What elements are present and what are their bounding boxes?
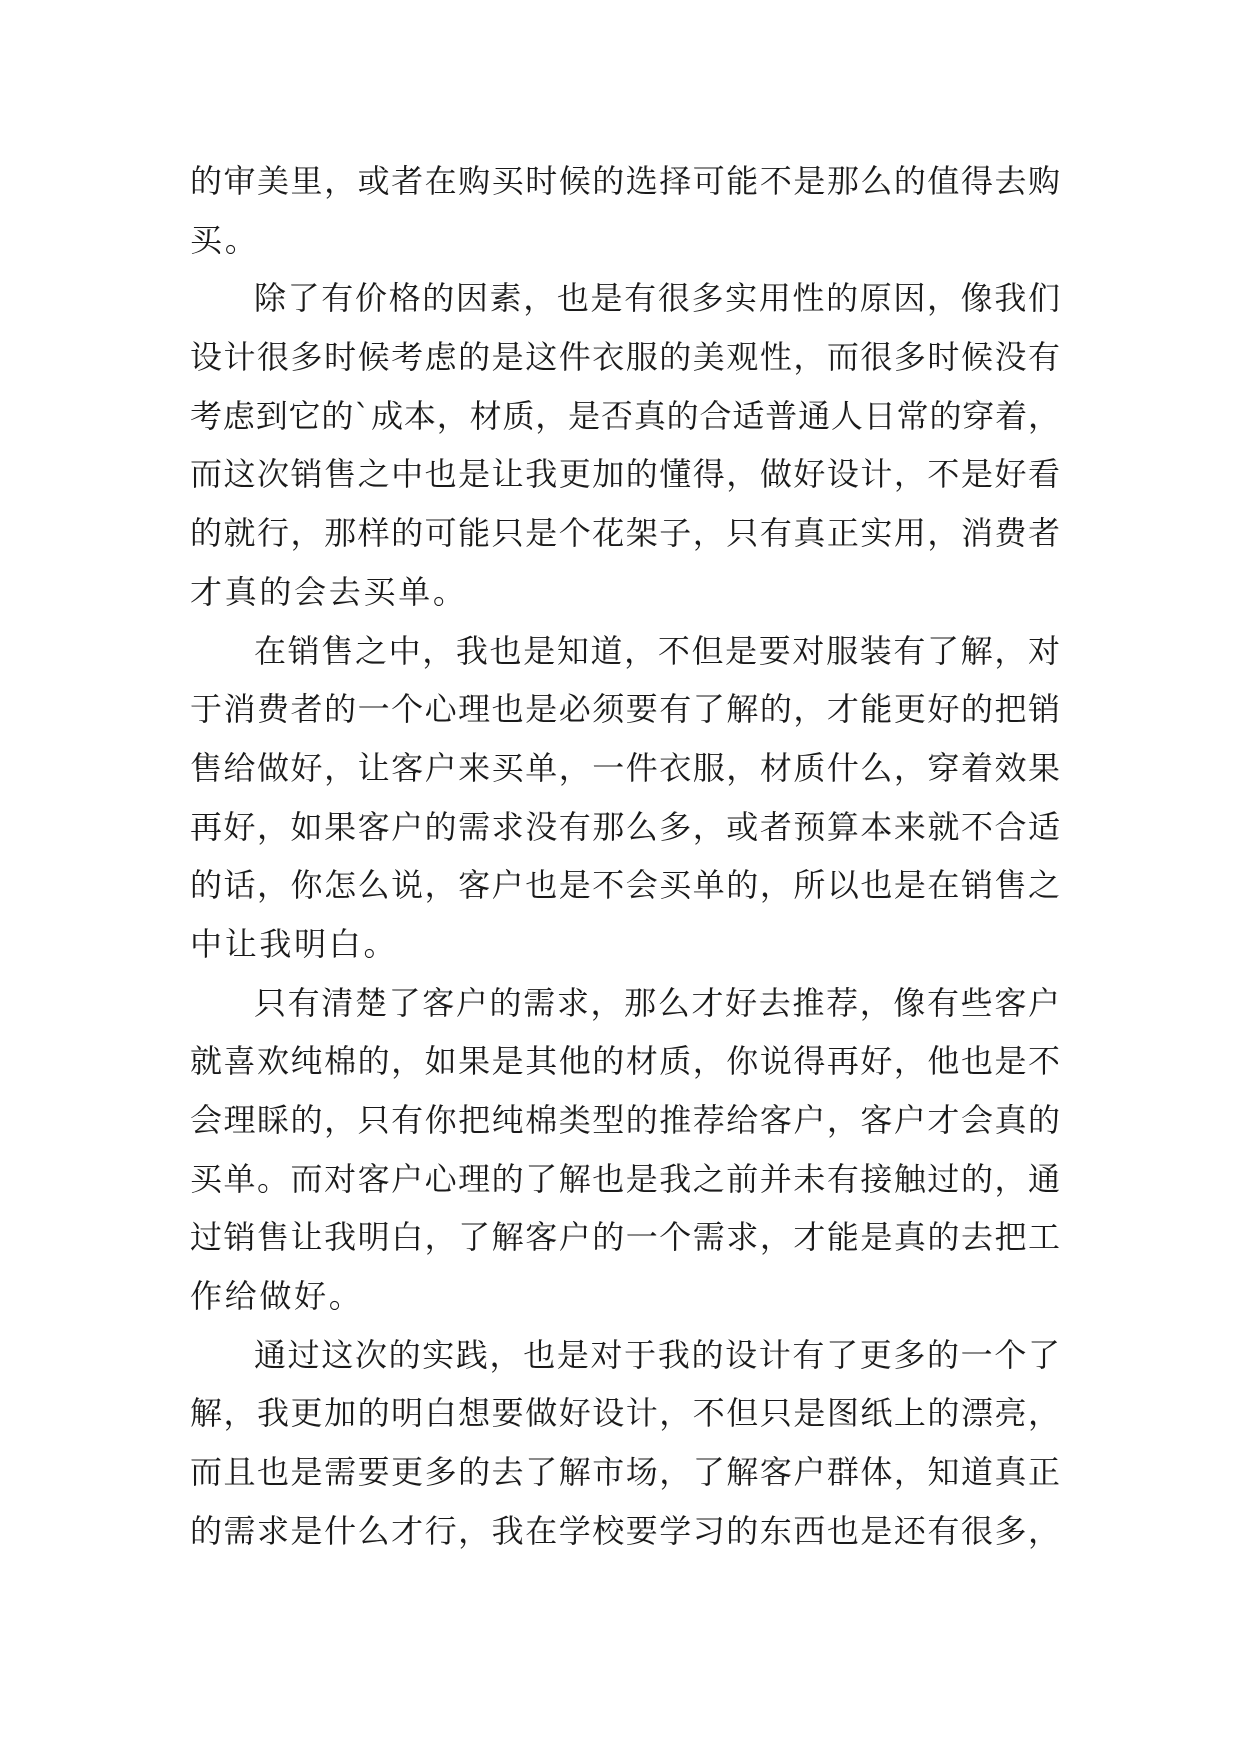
text-line: 而且也是需要更多的去了解市场，了解客户群体，知道真正 — [190, 1453, 1060, 1492]
text-line: 考虑到它的`成本，材质，是否真的合适普通人日常的穿着， — [190, 396, 1060, 435]
text-line: 才真的会去买单。 — [190, 572, 468, 611]
text-line: 通过这次的实践，也是对于我的设计有了更多的一个了 — [254, 1335, 1060, 1374]
text-line: 过销售让我明白，了解客户的一个需求，才能是真的去把工 — [190, 1218, 1060, 1257]
text-line: 买。 — [190, 220, 260, 259]
text-line: 再好，如果客户的需求没有那么多，或者预算本来就不合适 — [190, 807, 1060, 846]
text-line: 售给做好，让客户来买单，一件衣服，材质什么，穿着效果 — [190, 748, 1060, 787]
text-line: 设计很多时候考虑的是这件衣服的美观性，而很多时候没有 — [190, 338, 1060, 377]
text-line: 中让我明白。 — [190, 924, 399, 963]
text-line: 买单。而对客户心理的了解也是我之前并未有接触过的，通 — [190, 1159, 1060, 1198]
text-line: 除了有价格的因素，也是有很多实用性的原因，像我们 — [254, 279, 1060, 318]
text-line: 就喜欢纯棉的，如果是其他的材质，你说得再好，他也是不 — [190, 1042, 1060, 1081]
text-line: 会理睬的，只有你把纯棉类型的推荐给客户，客户才会真的 — [190, 1101, 1060, 1139]
text-line: 的审美里，或者在购买时候的选择可能不是那么的值得去购 — [190, 162, 1060, 200]
text-line: 作给做好。 — [190, 1277, 364, 1316]
text-line: 只有清楚了客户的需求，那么才好去推荐，像有些客户 — [254, 983, 1060, 1022]
text-line: 的需求是什么才行，我在学校要学习的东西也是还有很多， — [190, 1511, 1060, 1550]
text-line: 于消费者的一个心理也是必须要有了解的，才能更好的把销 — [190, 690, 1060, 729]
text-line: 的话，你怎么说，客户也是不会买单的，所以也是在销售之 — [190, 866, 1060, 905]
text-line: 的就行，那样的可能只是个花架子，只有真正实用，消费者 — [190, 514, 1060, 553]
body-text — [190, 152, 1060, 1561]
text-line: 在销售之中，我也是知道，不但是要对服装有了解，对 — [254, 631, 1060, 670]
text-line: 解，我更加的明白想要做好设计，不但只是图纸上的漂亮， — [190, 1394, 1060, 1433]
text-line: 而这次销售之中也是让我更加的懂得，做好设计，不是好看 — [190, 455, 1060, 494]
